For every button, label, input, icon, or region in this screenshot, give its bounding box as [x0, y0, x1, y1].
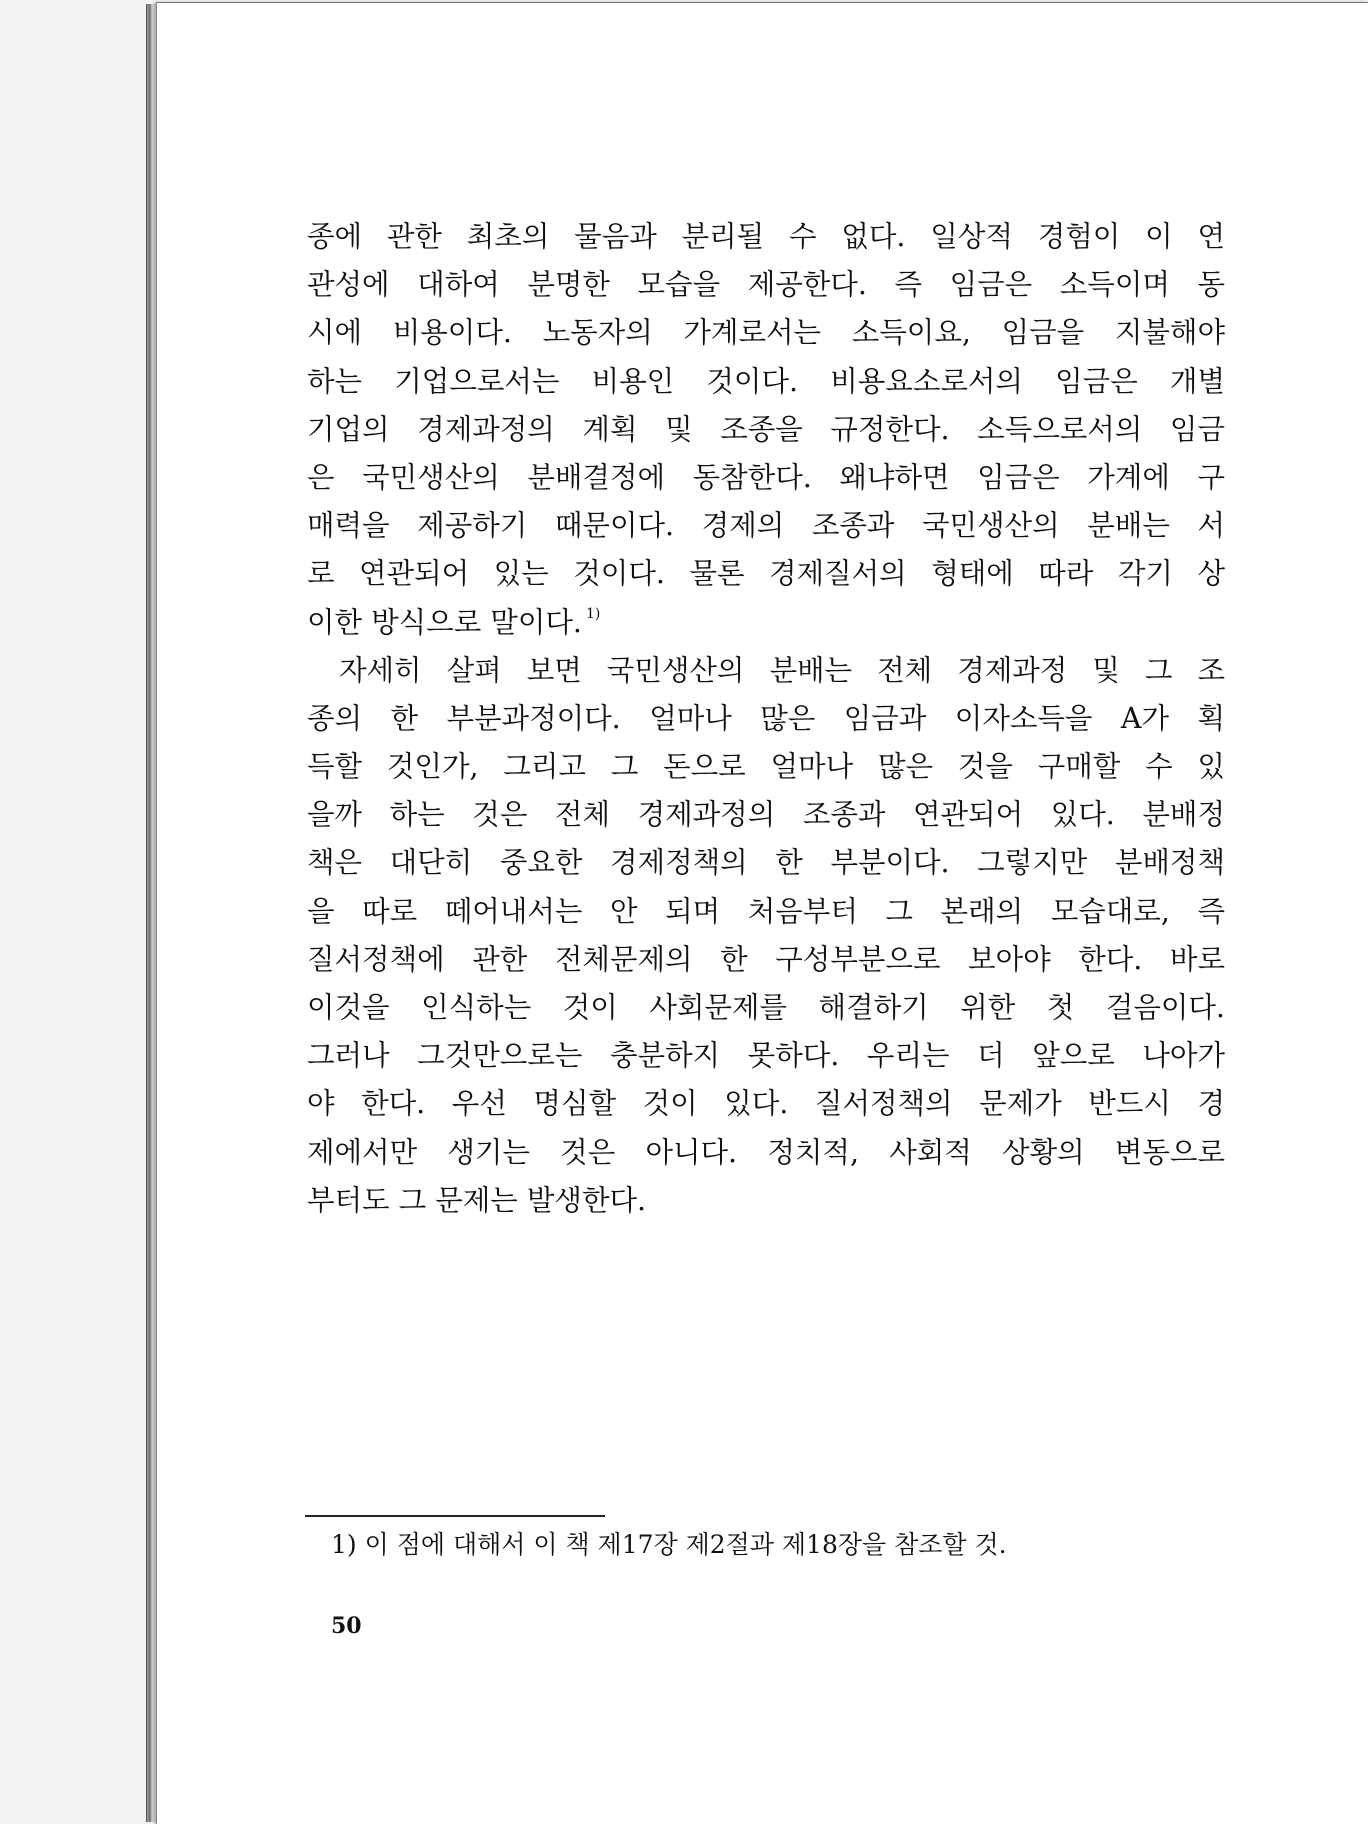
text-line: 이것을 인식하는 것이 사회문제를 해결하기 위한 첫 걸음이다. — [307, 991, 1225, 1024]
text-line: 관성에 대하여 분명한 모습을 제공한다. 즉 임금은 소득이며 동 — [307, 268, 1225, 302]
text-line: 제에서만 생기는 것은 아니다. 정치적, 사회적 상황의 변동으로 — [307, 1135, 1225, 1169]
body-text — [307, 213, 1225, 1225]
page-number: 50 — [331, 1613, 362, 1639]
text-line-content: 이한 방식으로 말이다. — [307, 605, 582, 639]
paragraph-start-line: 자세히 살펴 보면 국민생산의 분배는 전체 경제과정 및 그 조 — [339, 653, 1225, 687]
text-line: 득할 것인가, 그리고 그 돈으로 얼마나 많은 것을 구매할 수 있 — [307, 750, 1225, 784]
text-line: 하는 기업으로서는 비용인 것이다. 비용요소로서의 임금은 개별 — [307, 364, 1225, 398]
text-line: 을까 하는 것은 전체 경제과정의 조종과 연관되어 있다. 분배정 — [307, 798, 1225, 832]
text-line: 그러나 그것만으로는 충분하지 못하다. 우리는 더 앞으로 나아가 — [307, 1039, 1225, 1073]
text-line: 기업의 경제과정의 계획 및 조종을 규정한다. 소득으로서의 임금 — [307, 412, 1225, 446]
footnote-divider — [305, 1515, 605, 1517]
text-line: 종의 한 부분과정이다. 얼마나 많은 임금과 이자소득을 A가 획 — [307, 701, 1225, 735]
text-line: 책은 대단히 중요한 경제정책의 한 부분이다. 그렇지만 분배정책 — [307, 846, 1225, 880]
paragraph-end-line: 부터도 그 문제는 발생한다. — [307, 1183, 647, 1217]
paragraph-end-line — [307, 599, 1225, 647]
footnote: 1) 이 점에 대해서 이 책 제17장 제2절과 제18장을 참조할 것. — [331, 1530, 1007, 1559]
text-line: 시에 비용이다. 노동자의 가계로서는 소득이요, 임금을 지불해야 — [307, 316, 1225, 350]
text-line: 종에 관한 최초의 물음과 분리될 수 없다. 일상적 경험이 이 연 — [307, 220, 1225, 253]
text-line: 을 따로 떼어내서는 안 되며 처음부터 그 본래의 모습대로, 즉 — [307, 894, 1225, 928]
book-page — [156, 2, 1368, 1824]
text-line: 로 연관되어 있는 것이다. 물론 경제질서의 형태에 따라 각기 상 — [307, 557, 1225, 591]
footnote-reference[interactable]: 1) — [585, 605, 601, 622]
text-line: 매력을 제공하기 때문이다. 경제의 조종과 국민생산의 분배는 서 — [307, 509, 1225, 543]
text-line: 야 한다. 우선 명심할 것이 있다. 질서정책의 문제가 반드시 경 — [307, 1087, 1225, 1121]
text-line: 질서정책에 관한 전체문제의 한 구성부분으로 보아야 한다. 바로 — [307, 942, 1225, 976]
text-line: 은 국민생산의 분배결정에 동참한다. 왜냐하면 임금은 가계에 구 — [307, 460, 1225, 494]
